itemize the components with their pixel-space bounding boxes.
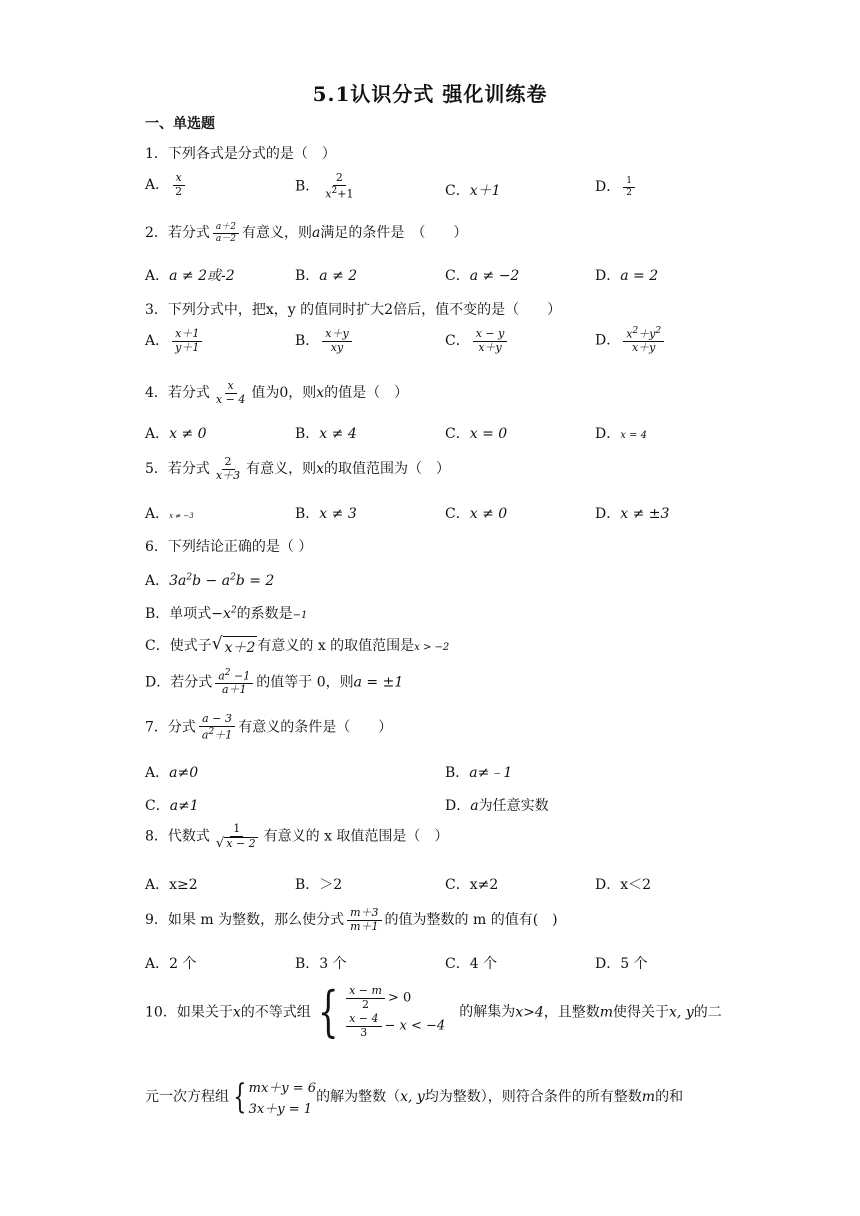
q1-option-d: D． $\frac{1}{2}$ [595,176,638,198]
section-heading: 一、单选题 [145,116,215,132]
q5-option-a: A．x ≠ −3 [145,506,194,522]
q3-option-a: A． $\frac{x+1}{y+1}$ [145,328,205,354]
q1-option-a: A． $\frac{x}{2}$ [145,172,188,198]
question-1-stem: 1．下列各式是分式的是（ ） [145,146,336,162]
q4-option-b: B．x ≠ 4 [295,426,357,442]
q5-option-b: B．x ≠ 3 [295,506,357,522]
q9-option-c: C．4 个 [445,956,498,972]
question-3-stem: 3．下列分式中，把x，y 的值同时扩大2倍后，值不变的是（ ） [145,302,562,318]
q3-option-c: C． $\frac{x - y}{x+y}$ [445,328,510,354]
q4-option-d: D．x = 4 [595,426,647,442]
question-8-stem: 8．代数式 1 √ x − 2 有意义的 x 取值范围是（ ） [145,822,449,851]
q7-option-a: A．a≠0 [145,765,199,781]
q9-option-b: B．3 个 [295,956,347,972]
q8-option-b: B．＞2 [295,877,343,893]
q5-option-d: D．x ≠ ±3 [595,506,670,522]
q4-option-a: A．x ≠ 0 [145,426,207,442]
document-title: 5.1认识分式 强化训练卷 [312,82,548,106]
q3-option-b: B． $\frac{x+y}{xy}$ [295,328,355,354]
question-10-line-2: 元一次方程组 { mx＋y = 6 3x＋y = 1 的解为整数（x, y均为整数），则符合条件的所有整数m的和 [145,1077,684,1117]
question-6-stem: 6．下列结论正确的是（ ） [145,539,313,555]
q7-option-b: B．a≠﹣1 [445,765,513,781]
q8-option-d: D．x＜2 [595,877,652,893]
question-2-stem: 2．若分式 $\frac{a+2}{a-2}$ 有意义，则a满足的条件是 （ ） [145,222,468,244]
question-4-stem: 4．若分式 $\frac{x}{x - 4}$ 值为0，则x的值是（ ） [145,379,409,406]
q8-option-c: C．x≠2 [445,877,499,893]
question-9-stem: 9．如果 m 为整数，那么使分式 $\frac{m+3}{m+1}$ 的值为整数的 m 的值有( ) [145,906,558,933]
q8-option-a: A．x≥2 [145,877,198,893]
q2-option-c: C．a ≠ −2 [445,268,520,284]
q9-option-d: D．5 个 [595,956,648,972]
question-5-stem: 5．若分式 $\frac{2}{x+3}$ 有意义，则x的取值范围为（ ） [145,455,451,482]
question-10-stem: 10．如果关于x的不等式组 { $\frac{x - m}{2}$ > 0 $\frac{x - 4}{3}$ − x < −4 的解集为x>4，且整数m使得关于x, y的二 [145,980,722,1044]
q1-option-b: B． $\frac{2}{x^2+1}$ [295,171,354,201]
q2-option-a: A．a ≠ 2或-2 [145,268,235,284]
q6-option-a: A．$3a^2b - a^2b = 2$ [145,572,275,589]
q7-option-d: D．a为任意实数 [445,798,549,814]
q2-option-d: D．a = 2 [595,268,659,284]
q6-option-b: B．单项式$-x^2$的系数是−1 [145,605,308,622]
q7-option-c: C．a≠1 [145,798,199,814]
q2-option-b: B．a ≠ 2 [295,268,358,284]
q3-option-d: D． $\frac{x^2+y^2}{x+y}$ [595,326,667,355]
q6-option-c: C．使式子 √ x＋2 有意义的 x 的取值范围是x > −2 [145,633,450,656]
q5-option-c: C．x ≠ 0 [445,506,508,522]
q9-option-a: A．2 个 [145,956,197,972]
inequality-system: { $\frac{x - m}{2}$ > 0 $\frac{x - 4}{3}$ − x < −4 [317,980,446,1044]
q1-option-c: C．x＋1 [445,183,501,199]
equation-system: { mx＋y = 6 3x＋y = 1 [233,1077,317,1117]
question-7-stem: 7．分式 $\frac{a - 3}{a^2+1}$ 有意义的条件是（ ） [145,712,393,742]
q4-option-c: C．x = 0 [445,426,508,442]
q6-option-d: D．若分式 $\frac{a^2 -1}{a+1}$ 的值等于 0，则a = ±1 [145,668,404,697]
